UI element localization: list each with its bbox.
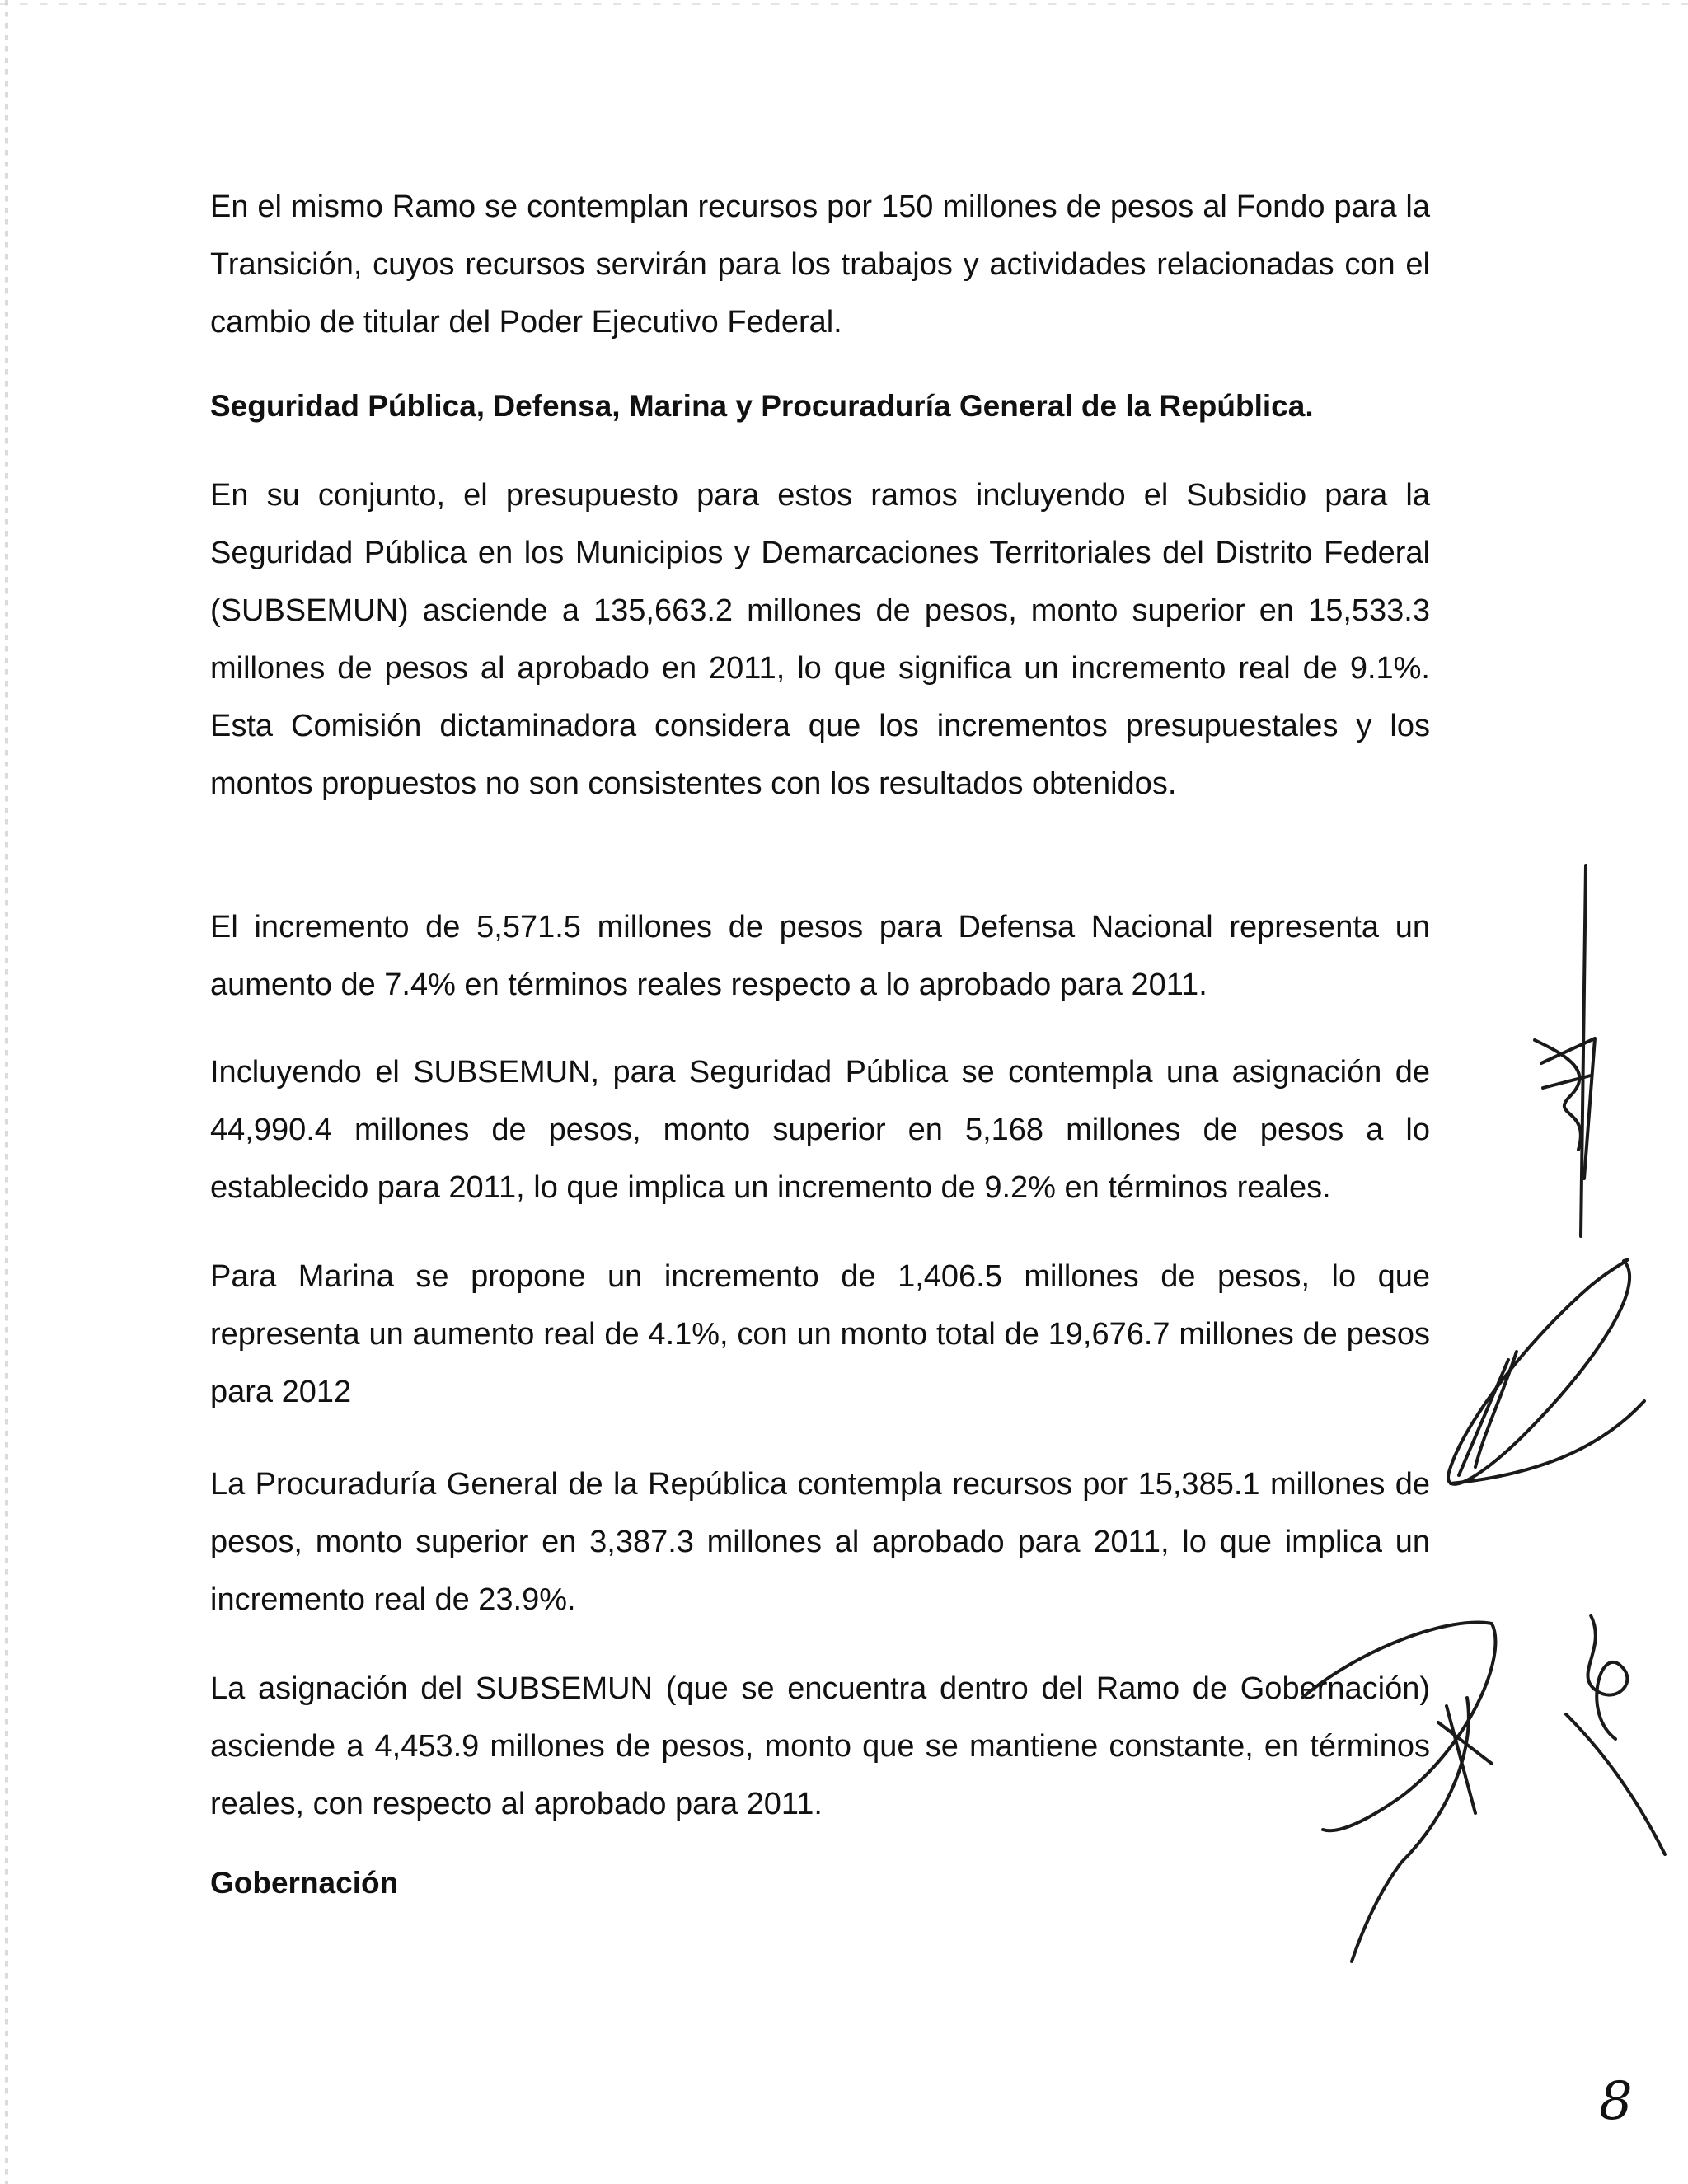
paragraph-subsemun (210, 1660, 1430, 1833)
signature-1 (1535, 865, 1595, 1236)
section-heading-seguridad (210, 386, 1430, 427)
signature-2 (1448, 1260, 1644, 1484)
section-heading-gobernacion (210, 1863, 1430, 1904)
paragraph-text: En el mismo Ramo se contemplan recursos por 150 millones de pesos al Fondo para la Transición, cuyos recursos servirán para los trabajos y actividades relacionadas con el cambio de titular del Poder Ejecutivo Federal. (210, 190, 1430, 340)
paragraph-presupuesto-conjunto (210, 466, 1430, 813)
paragraph-text: Para Marina se propone un incremento de 1,406.5 millones de pesos, lo que representa un aumento real de 4.1%, con un monto total de 19,676.7 millones de pesos para 2012 (210, 1259, 1430, 1409)
paragraph-procuraduria (210, 1455, 1430, 1629)
paragraph-text: En su conjunto, el presupuesto para estos ramos incluyendo el Subsidio para la Seguridad Pública en los Municipios y Demarcaciones Territoriales del Distrito Federal (SUBSEMUN) asciende a 135,663.2 millones de pesos, monto superior en 15,533.3 millones de pesos al aprobado en 2011, lo que significa un incremento real de 9.1%. Esta Comisión dictaminadora considera que los incrementos presupuestales y los montos propuestos no son consistentes con los resultados obtenidos. (210, 478, 1430, 801)
paragraph-text: La asignación del SUBSEMUN (que se encuentra dentro del Ramo de Gobernación) asciende a 4,453.9 millones de pesos, monto que se mantiene constante, en términos reales, con respecto al aprobado para 2011. (210, 1671, 1430, 1821)
scan-edge-left (5, 0, 8, 2184)
paragraph-fondo-transicion (210, 178, 1430, 351)
heading-text: Seguridad Pública, Defensa, Marina y Procuraduría General de la República. (210, 389, 1314, 423)
paragraph-text: El incremento de 5,571.5 millones de pesos para Defensa Nacional representa un aumento de 7.4% en términos reales respecto a lo aprobado para 2011. (210, 910, 1430, 1002)
paragraph-marina (210, 1248, 1430, 1421)
paragraph-seguridad-publica (210, 1043, 1430, 1216)
paragraph-defensa-nacional (210, 898, 1430, 1014)
page-number: 8 (1599, 2071, 1633, 2132)
signature-4 (1566, 1615, 1665, 1854)
paragraph-text: Incluyendo el SUBSEMUN, para Seguridad Pública se contempla una asignación de 44,990.4 millones de pesos, monto superior en 5,168 millones de pesos a lo establecido para 2011, lo que implica un incremento de 9.2% en términos reales. (210, 1055, 1430, 1205)
scan-edge-top (0, 3, 1688, 5)
heading-text: Gobernación (210, 1866, 399, 1900)
paragraph-text: La Procuraduría General de la República contempla recursos por 15,385.1 millones de pesos, monto superior en 3,387.3 millones al aprobado para 2011, lo que implica un incremento real de 23.9%. (210, 1467, 1430, 1617)
